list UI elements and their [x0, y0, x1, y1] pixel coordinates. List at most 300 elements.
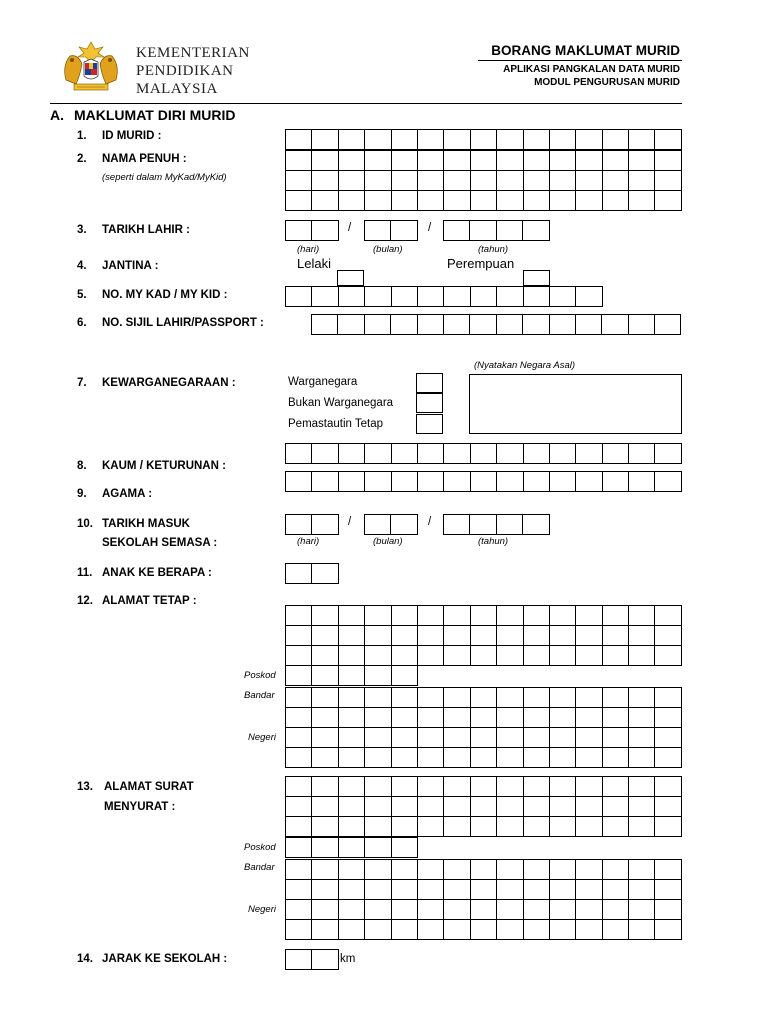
- char-box[interactable]: [285, 949, 312, 970]
- char-box[interactable]: [470, 286, 497, 307]
- char-box[interactable]: [364, 747, 391, 768]
- char-box[interactable]: [549, 170, 576, 191]
- char-box[interactable]: [285, 776, 312, 797]
- char-box[interactable]: [628, 919, 655, 940]
- char-box[interactable]: [602, 150, 629, 171]
- char-box[interactable]: [470, 443, 497, 464]
- char-box[interactable]: [628, 150, 655, 171]
- char-box[interactable]: [601, 314, 628, 335]
- char-box[interactable]: [549, 645, 576, 666]
- char-box[interactable]: [602, 879, 629, 900]
- char-box[interactable]: [654, 747, 681, 768]
- char-box[interactable]: [391, 286, 418, 307]
- char-box[interactable]: [523, 899, 550, 920]
- char-box[interactable]: [628, 314, 655, 335]
- char-box[interactable]: [311, 190, 338, 211]
- gender-female-checkbox[interactable]: [523, 270, 550, 287]
- char-box[interactable]: [628, 625, 655, 646]
- tarikh-lahir-year-input[interactable]: [443, 220, 549, 240]
- char-box[interactable]: [496, 443, 523, 464]
- char-box[interactable]: [391, 919, 418, 940]
- char-box[interactable]: [285, 687, 312, 708]
- char-box[interactable]: [470, 879, 497, 900]
- char-box[interactable]: [285, 150, 312, 171]
- char-box[interactable]: [575, 443, 602, 464]
- char-box[interactable]: [285, 899, 312, 920]
- char-box[interactable]: [602, 727, 629, 748]
- char-box[interactable]: [602, 129, 629, 150]
- char-box[interactable]: [390, 314, 417, 335]
- char-box[interactable]: [575, 796, 602, 817]
- char-box[interactable]: [285, 443, 312, 464]
- char-box[interactable]: [390, 514, 417, 535]
- char-box[interactable]: [654, 796, 681, 817]
- char-box[interactable]: [417, 776, 444, 797]
- char-box[interactable]: [523, 471, 550, 492]
- char-box[interactable]: [391, 645, 418, 666]
- char-box[interactable]: [364, 150, 391, 171]
- char-box[interactable]: [496, 645, 523, 666]
- char-box[interactable]: [338, 190, 365, 211]
- char-box[interactable]: [522, 314, 549, 335]
- char-box[interactable]: [654, 605, 681, 626]
- char-box[interactable]: [364, 816, 391, 837]
- char-box[interactable]: [575, 471, 602, 492]
- alamat-surat-poskod-input[interactable]: [285, 837, 417, 857]
- char-box[interactable]: [364, 314, 391, 335]
- char-box[interactable]: [602, 707, 629, 728]
- char-box[interactable]: [337, 314, 364, 335]
- char-box[interactable]: [523, 687, 550, 708]
- char-box[interactable]: [654, 687, 681, 708]
- char-box[interactable]: [575, 286, 602, 307]
- char-box[interactable]: [470, 645, 497, 666]
- char-box[interactable]: [338, 605, 365, 626]
- char-box[interactable]: [311, 707, 338, 728]
- char-box[interactable]: [417, 879, 444, 900]
- char-box[interactable]: [391, 879, 418, 900]
- char-box[interactable]: [364, 837, 391, 858]
- char-box[interactable]: [523, 170, 550, 191]
- char-box[interactable]: [496, 150, 523, 171]
- char-box[interactable]: [654, 443, 681, 464]
- char-box[interactable]: [443, 170, 470, 191]
- char-box[interactable]: [391, 625, 418, 646]
- citizenship-bukan-warganegara-checkbox[interactable]: [416, 393, 443, 413]
- char-box[interactable]: [549, 687, 576, 708]
- char-box[interactable]: [364, 645, 391, 666]
- char-box[interactable]: [285, 170, 312, 191]
- char-box[interactable]: [311, 150, 338, 171]
- char-box[interactable]: [575, 859, 602, 880]
- char-box[interactable]: [443, 919, 470, 940]
- char-box[interactable]: [654, 471, 681, 492]
- char-box[interactable]: [443, 707, 470, 728]
- char-box[interactable]: [285, 625, 312, 646]
- char-box[interactable]: [364, 665, 391, 686]
- char-box[interactable]: [311, 286, 338, 307]
- sijil-lahir-input[interactable]: [311, 314, 680, 334]
- char-box[interactable]: [311, 879, 338, 900]
- char-box[interactable]: [443, 314, 470, 335]
- char-box[interactable]: [496, 286, 523, 307]
- char-box[interactable]: [443, 443, 470, 464]
- char-box[interactable]: [496, 625, 523, 646]
- char-box[interactable]: [417, 645, 444, 666]
- char-box[interactable]: [311, 645, 338, 666]
- char-box[interactable]: [338, 687, 365, 708]
- char-box[interactable]: [285, 796, 312, 817]
- country-of-origin-input[interactable]: [469, 374, 682, 434]
- char-box[interactable]: [311, 625, 338, 646]
- char-box[interactable]: [391, 471, 418, 492]
- char-box[interactable]: [470, 687, 497, 708]
- char-box[interactable]: [496, 796, 523, 817]
- gender-male-checkbox[interactable]: [337, 270, 364, 287]
- char-box[interactable]: [311, 949, 338, 970]
- char-box[interactable]: [470, 625, 497, 646]
- char-box[interactable]: [496, 220, 523, 241]
- char-box[interactable]: [338, 129, 365, 150]
- char-box[interactable]: [338, 727, 365, 748]
- char-box[interactable]: [549, 776, 576, 797]
- char-box[interactable]: [628, 859, 655, 880]
- char-box[interactable]: [311, 919, 338, 940]
- char-box[interactable]: [602, 687, 629, 708]
- char-box[interactable]: [628, 170, 655, 191]
- char-box[interactable]: [443, 727, 470, 748]
- char-box[interactable]: [549, 899, 576, 920]
- agama-input[interactable]: [285, 471, 681, 491]
- char-box[interactable]: [470, 727, 497, 748]
- char-box[interactable]: [496, 605, 523, 626]
- char-box[interactable]: [338, 645, 365, 666]
- char-box[interactable]: [285, 645, 312, 666]
- char-box[interactable]: [470, 747, 497, 768]
- char-box[interactable]: [285, 665, 312, 686]
- char-box[interactable]: [549, 707, 576, 728]
- char-box[interactable]: [391, 837, 418, 858]
- char-box[interactable]: [311, 129, 338, 150]
- char-box[interactable]: [496, 514, 523, 535]
- char-box[interactable]: [443, 220, 470, 241]
- char-box[interactable]: [364, 286, 391, 307]
- char-box[interactable]: [496, 899, 523, 920]
- char-box[interactable]: [654, 170, 681, 191]
- char-box[interactable]: [523, 150, 550, 171]
- char-box[interactable]: [470, 150, 497, 171]
- char-box[interactable]: [417, 286, 444, 307]
- char-box[interactable]: [654, 899, 681, 920]
- char-box[interactable]: [364, 605, 391, 626]
- char-box[interactable]: [602, 170, 629, 191]
- char-box[interactable]: [549, 443, 576, 464]
- char-box[interactable]: [549, 796, 576, 817]
- char-box[interactable]: [417, 129, 444, 150]
- char-box[interactable]: [628, 687, 655, 708]
- char-box[interactable]: [285, 747, 312, 768]
- char-box[interactable]: [496, 687, 523, 708]
- alamat-surat-negeri-input[interactable]: [285, 899, 681, 939]
- char-box[interactable]: [575, 170, 602, 191]
- citizenship-warganegara-checkbox[interactable]: [416, 373, 443, 393]
- char-box[interactable]: [469, 514, 496, 535]
- alamat-tetap-bandar-input[interactable]: [285, 687, 681, 727]
- char-box[interactable]: [496, 707, 523, 728]
- char-box[interactable]: [285, 816, 312, 837]
- char-box[interactable]: [443, 816, 470, 837]
- char-box[interactable]: [364, 170, 391, 191]
- char-box[interactable]: [522, 220, 549, 241]
- char-box[interactable]: [523, 879, 550, 900]
- char-box[interactable]: [549, 314, 576, 335]
- char-box[interactable]: [549, 747, 576, 768]
- char-box[interactable]: [628, 879, 655, 900]
- char-box[interactable]: [417, 471, 444, 492]
- char-box[interactable]: [364, 796, 391, 817]
- char-box[interactable]: [417, 816, 444, 837]
- char-box[interactable]: [602, 625, 629, 646]
- char-box[interactable]: [602, 816, 629, 837]
- char-box[interactable]: [523, 747, 550, 768]
- char-box[interactable]: [443, 286, 470, 307]
- char-box[interactable]: [575, 776, 602, 797]
- char-box[interactable]: [364, 625, 391, 646]
- char-box[interactable]: [417, 727, 444, 748]
- char-box[interactable]: [417, 170, 444, 191]
- char-box[interactable]: [417, 919, 444, 940]
- char-box[interactable]: [654, 707, 681, 728]
- char-box[interactable]: [364, 919, 391, 940]
- char-box[interactable]: [417, 443, 444, 464]
- char-box[interactable]: [417, 314, 444, 335]
- char-box[interactable]: [391, 443, 418, 464]
- char-box[interactable]: [628, 471, 655, 492]
- char-box[interactable]: [443, 625, 470, 646]
- char-box[interactable]: [575, 625, 602, 646]
- char-box[interactable]: [443, 645, 470, 666]
- char-box[interactable]: [390, 220, 417, 241]
- char-box[interactable]: [311, 899, 338, 920]
- char-box[interactable]: [443, 747, 470, 768]
- char-box[interactable]: [654, 816, 681, 837]
- char-box[interactable]: [523, 816, 550, 837]
- char-box[interactable]: [654, 190, 681, 211]
- char-box[interactable]: [391, 687, 418, 708]
- nama-penuh-input[interactable]: [285, 150, 681, 210]
- char-box[interactable]: [285, 514, 312, 535]
- char-box[interactable]: [575, 707, 602, 728]
- char-box[interactable]: [654, 879, 681, 900]
- char-box[interactable]: [311, 816, 338, 837]
- char-box[interactable]: [522, 514, 549, 535]
- char-box[interactable]: [496, 190, 523, 211]
- char-box[interactable]: [628, 747, 655, 768]
- char-box[interactable]: [364, 776, 391, 797]
- char-box[interactable]: [338, 625, 365, 646]
- char-box[interactable]: [364, 879, 391, 900]
- char-box[interactable]: [311, 605, 338, 626]
- alamat-surat-input[interactable]: [285, 776, 681, 836]
- char-box[interactable]: [285, 605, 312, 626]
- char-box[interactable]: [628, 899, 655, 920]
- char-box[interactable]: [417, 625, 444, 646]
- char-box[interactable]: [654, 625, 681, 646]
- char-box[interactable]: [470, 707, 497, 728]
- char-box[interactable]: [443, 899, 470, 920]
- char-box[interactable]: [338, 707, 365, 728]
- char-box[interactable]: [523, 129, 550, 150]
- char-box[interactable]: [311, 665, 338, 686]
- char-box[interactable]: [654, 150, 681, 171]
- char-box[interactable]: [602, 796, 629, 817]
- char-box[interactable]: [523, 919, 550, 940]
- char-box[interactable]: [470, 170, 497, 191]
- char-box[interactable]: [602, 190, 629, 211]
- char-box[interactable]: [311, 314, 338, 335]
- kaum-input[interactable]: [285, 443, 681, 463]
- char-box[interactable]: [602, 899, 629, 920]
- char-box[interactable]: [285, 879, 312, 900]
- char-box[interactable]: [602, 776, 629, 797]
- char-box[interactable]: [338, 665, 365, 686]
- char-box[interactable]: [338, 776, 365, 797]
- char-box[interactable]: [338, 443, 365, 464]
- char-box[interactable]: [628, 190, 655, 211]
- char-box[interactable]: [470, 471, 497, 492]
- char-box[interactable]: [496, 919, 523, 940]
- char-box[interactable]: [549, 129, 576, 150]
- char-box[interactable]: [338, 879, 365, 900]
- char-box[interactable]: [311, 687, 338, 708]
- char-box[interactable]: [523, 645, 550, 666]
- char-box[interactable]: [523, 286, 550, 307]
- char-box[interactable]: [602, 471, 629, 492]
- char-box[interactable]: [470, 605, 497, 626]
- char-box[interactable]: [364, 443, 391, 464]
- char-box[interactable]: [364, 190, 391, 211]
- char-box[interactable]: [470, 919, 497, 940]
- char-box[interactable]: [391, 665, 418, 686]
- char-box[interactable]: [549, 919, 576, 940]
- char-box[interactable]: [523, 776, 550, 797]
- char-box[interactable]: [549, 286, 576, 307]
- char-box[interactable]: [628, 129, 655, 150]
- char-box[interactable]: [285, 190, 312, 211]
- char-box[interactable]: [364, 687, 391, 708]
- char-box[interactable]: [654, 314, 681, 335]
- char-box[interactable]: [311, 443, 338, 464]
- char-box[interactable]: [628, 605, 655, 626]
- char-box[interactable]: [575, 879, 602, 900]
- char-box[interactable]: [654, 727, 681, 748]
- char-box[interactable]: [549, 605, 576, 626]
- char-box[interactable]: [311, 220, 338, 241]
- char-box[interactable]: [628, 816, 655, 837]
- char-box[interactable]: [549, 879, 576, 900]
- char-box[interactable]: [311, 471, 338, 492]
- char-box[interactable]: [470, 129, 497, 150]
- char-box[interactable]: [628, 727, 655, 748]
- char-box[interactable]: [602, 645, 629, 666]
- char-box[interactable]: [285, 129, 312, 150]
- char-box[interactable]: [496, 747, 523, 768]
- char-box[interactable]: [443, 150, 470, 171]
- char-box[interactable]: [391, 707, 418, 728]
- char-box[interactable]: [575, 899, 602, 920]
- tarikh-masuk-year-input[interactable]: [443, 514, 549, 534]
- tarikh-lahir-day-input[interactable]: [285, 220, 338, 240]
- jarak-input[interactable]: [285, 949, 338, 969]
- char-box[interactable]: [391, 747, 418, 768]
- char-box[interactable]: [496, 471, 523, 492]
- char-box[interactable]: [602, 859, 629, 880]
- char-box[interactable]: [443, 514, 470, 535]
- char-box[interactable]: [470, 859, 497, 880]
- char-box[interactable]: [470, 899, 497, 920]
- char-box[interactable]: [443, 859, 470, 880]
- char-box[interactable]: [443, 879, 470, 900]
- char-box[interactable]: [549, 816, 576, 837]
- char-box[interactable]: [417, 150, 444, 171]
- char-box[interactable]: [338, 919, 365, 940]
- char-box[interactable]: [338, 859, 365, 880]
- char-box[interactable]: [311, 170, 338, 191]
- char-box[interactable]: [496, 816, 523, 837]
- char-box[interactable]: [654, 645, 681, 666]
- char-box[interactable]: [417, 899, 444, 920]
- mykad-input[interactable]: [285, 286, 602, 306]
- char-box[interactable]: [575, 645, 602, 666]
- alamat-tetap-input[interactable]: [285, 605, 681, 665]
- char-box[interactable]: [391, 727, 418, 748]
- char-box[interactable]: [364, 129, 391, 150]
- char-box[interactable]: [654, 129, 681, 150]
- char-box[interactable]: [311, 796, 338, 817]
- char-box[interactable]: [496, 129, 523, 150]
- char-box[interactable]: [364, 727, 391, 748]
- char-box[interactable]: [654, 776, 681, 797]
- char-box[interactable]: [391, 859, 418, 880]
- char-box[interactable]: [549, 859, 576, 880]
- char-box[interactable]: [470, 776, 497, 797]
- char-box[interactable]: [469, 220, 496, 241]
- char-box[interactable]: [285, 220, 312, 241]
- char-box[interactable]: [470, 190, 497, 211]
- char-box[interactable]: [523, 443, 550, 464]
- char-box[interactable]: [575, 727, 602, 748]
- char-box[interactable]: [364, 707, 391, 728]
- char-box[interactable]: [391, 796, 418, 817]
- char-box[interactable]: [391, 605, 418, 626]
- char-box[interactable]: [417, 796, 444, 817]
- char-box[interactable]: [496, 727, 523, 748]
- char-box[interactable]: [311, 563, 338, 584]
- char-box[interactable]: [364, 471, 391, 492]
- char-box[interactable]: [496, 170, 523, 191]
- char-box[interactable]: [575, 816, 602, 837]
- char-box[interactable]: [391, 899, 418, 920]
- char-box[interactable]: [470, 796, 497, 817]
- char-box[interactable]: [391, 816, 418, 837]
- char-box[interactable]: [364, 220, 391, 241]
- char-box[interactable]: [628, 443, 655, 464]
- char-box[interactable]: [443, 605, 470, 626]
- char-box[interactable]: [417, 190, 444, 211]
- char-box[interactable]: [391, 170, 418, 191]
- alamat-surat-bandar-input[interactable]: [285, 859, 681, 899]
- char-box[interactable]: [311, 727, 338, 748]
